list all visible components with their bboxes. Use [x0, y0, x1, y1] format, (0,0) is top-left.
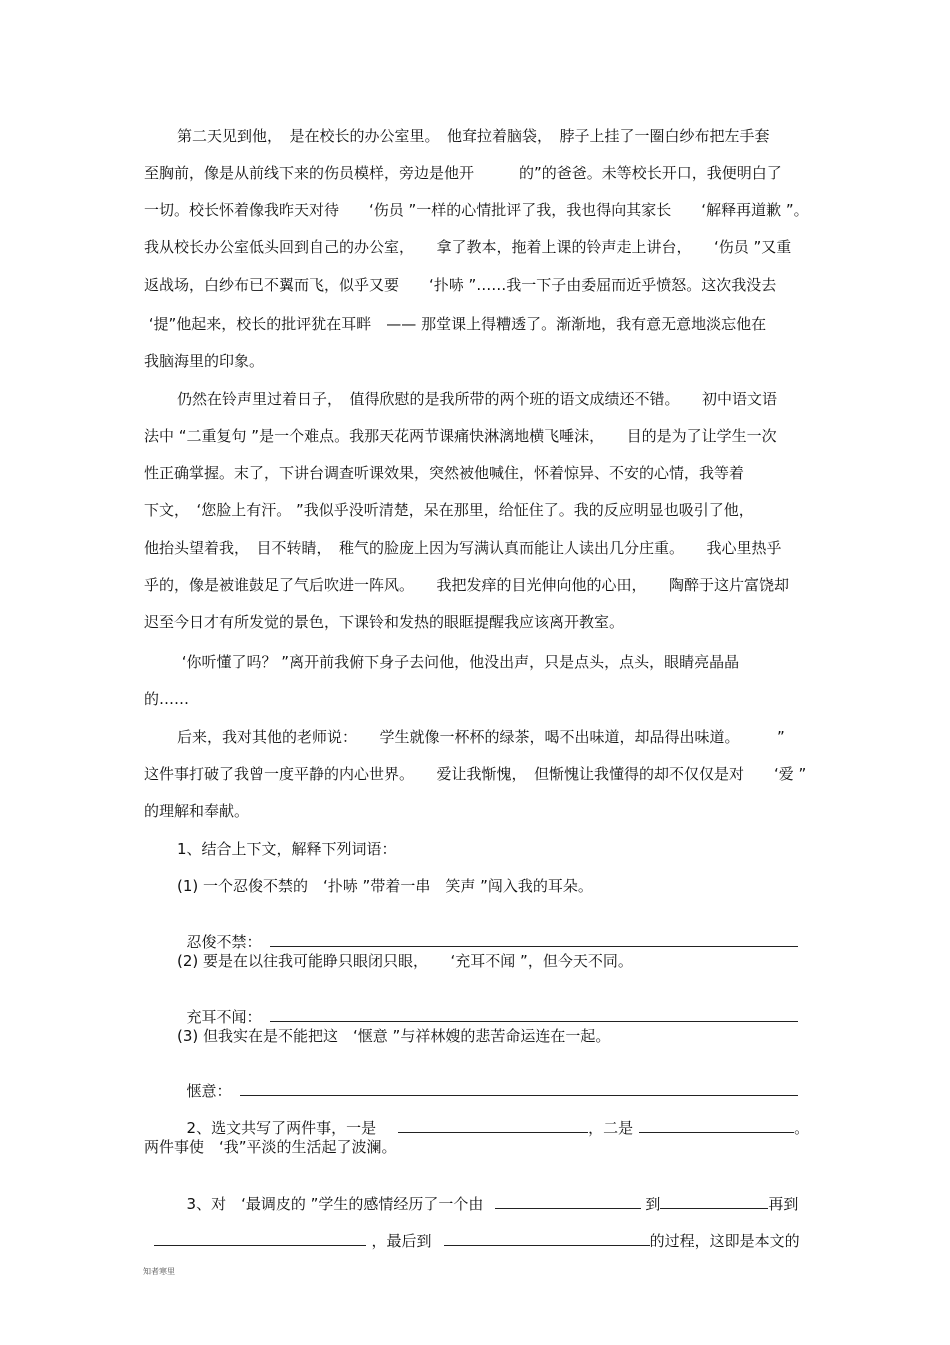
question-text: ，二是	[588, 1119, 634, 1137]
text-line: 一切。校长怀着像我昨天对待 ‘伤员 ”一样的心情批评了我，我也得向其家长 ‘解释再道歉 ”。	[144, 201, 809, 219]
text-line: 乎的，像是被谁鼓足了气后吹进一阵风。 我把发痒的目光伸向他的心田， 陶醉于这片富饶却	[144, 576, 790, 594]
answer-blank[interactable]	[240, 1082, 798, 1096]
question-1-sentence-3: (3) 但我实在是不能把这 ‘惬意 ”与祥林嫂的悲苦命运连在一起。	[177, 1027, 611, 1045]
text-line: 的……	[144, 690, 190, 708]
answer-label: 惬意：	[186, 1082, 232, 1100]
question-text: 2、选文共写了两件事，一是	[186, 1119, 377, 1137]
text-line: 的理解和奉献。	[144, 802, 250, 820]
text-line: 迟至今日才有所发觉的景色，下课铃和发热的眼眶提醒我应该离开教室。	[144, 613, 625, 631]
question-text: 到	[645, 1195, 661, 1213]
answer-row	[177, 1064, 798, 1100]
question-text: 的过程，这即是本文的	[649, 1232, 800, 1250]
text-line: 我从校长办公室低头回到自己的办公室， 拿了教本，拖着上课的铃声走上讲台， ‘伤员 ”又重	[144, 238, 792, 256]
text-line: ‘你听懂了吗？ ”离开前我俯下身子去问他，他没出声，只是点头，点头，眼睛亮晶晶	[177, 653, 740, 671]
question-1-sentence-1: (1) 一个忍俊不禁的 ‘扑哧 ”带着一串 笑声 ”闯入我的耳朵。	[177, 877, 593, 895]
answer-label: 充耳不闻：	[186, 1008, 262, 1026]
text-line: ‘提”他起来，校长的批评犹在耳畔 —— 那堂课上得糟透了。渐渐地，我有意无意地淡忘他在	[144, 315, 767, 333]
answer-blank[interactable]	[660, 1195, 768, 1209]
text-line: 后来，我对其他的老师说： 学生就像一杯杯的绿茶，喝不出味道，却品得出味道。 ”	[177, 728, 785, 746]
answer-blank[interactable]	[444, 1232, 650, 1246]
answer-blank[interactable]	[270, 933, 798, 947]
text-line: 他抬头望着我， 目不转睛， 稚气的脸庞上因为写满认真而能让人读出几分庄重。 我心里热乎	[144, 539, 782, 557]
question-text: 再到	[768, 1195, 799, 1213]
answer-blank[interactable]	[639, 1119, 794, 1133]
question-1-heading: 1、结合上下文，解释下列词语：	[177, 840, 397, 858]
text-line: 两件事使 ‘我”平淡的生活起了波澜。	[144, 1138, 397, 1156]
question-2	[177, 1101, 809, 1137]
question-3-continued	[144, 1214, 800, 1250]
text-line: 法中 “二重复句 ”是一个难点。我那天花两节课痛快淋漓地横飞唾沫， 目的是为了让学生一次	[144, 427, 777, 445]
answer-row	[177, 990, 798, 1026]
question-3	[177, 1177, 798, 1213]
text-line: 我脑海里的印象。	[144, 352, 265, 370]
question-text: 。	[794, 1119, 810, 1137]
answer-blank[interactable]	[398, 1119, 588, 1133]
text-line: 至胸前，像是从前线下来的伤员模样，旁边是他开 的”的爸爸。未等校长开口，我便明白了	[144, 164, 782, 182]
answer-blank[interactable]	[154, 1232, 366, 1246]
text-line: 返战场，白纱布已不翼而飞，似乎又要 ‘扑哧 ”……我一下子由委屈而近乎愤怒。这次我没去	[144, 276, 777, 294]
text-line: 下文， ‘您脸上有汗。 ”我似乎没听清楚，呆在那里，给怔住了。我的反应明显也吸引了他，	[144, 501, 754, 519]
text-line: 性正确掌握。末了，下讲台调查听课效果，突然被他喊住，怀着惊异、不安的心情，我等着	[144, 464, 745, 482]
text-line: 仍然在铃声里过着日子， 值得欣慰的是我所带的两个班的语文成绩还不错。 初中语文语	[177, 390, 778, 408]
answer-label: 忍俊不禁：	[186, 933, 262, 951]
text-line: 这件事打破了我曾一度平静的内心世界。 爱让我惭愧， 但惭愧让我懂得的却不仅仅是对 ‘爱 ”	[144, 765, 807, 783]
question-1-sentence-2: (2) 要是在以往我可能睁只眼闭只眼， ‘充耳不闻 ”，但今天不同。	[177, 952, 633, 970]
answer-row	[177, 915, 798, 951]
question-text: 3、对 ‘最调皮的 ”学生的感情经历了一个由	[186, 1195, 484, 1213]
question-text: ，最后到	[371, 1232, 432, 1250]
text-line: 第二天见到他， 是在校长的办公室里。 他耷拉着脑袋， 脖子上挂了一圈白纱布把左手套	[177, 127, 770, 145]
answer-blank[interactable]	[270, 1008, 798, 1022]
page-footer: 知者寒里	[143, 1267, 175, 1276]
answer-blank[interactable]	[495, 1195, 641, 1209]
